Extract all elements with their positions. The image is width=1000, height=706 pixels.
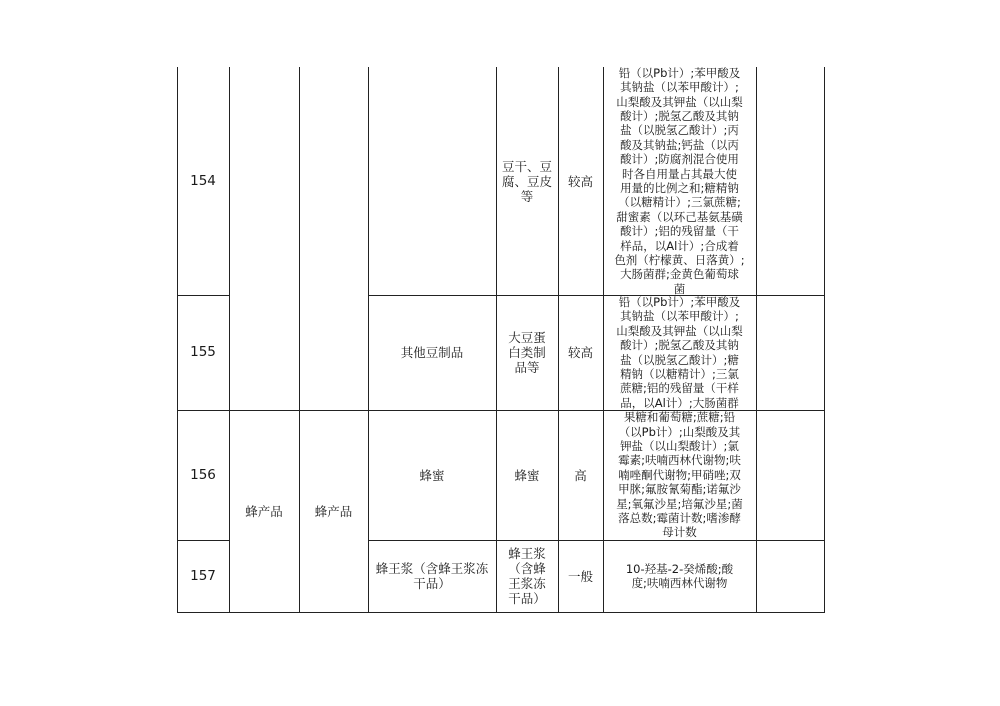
table-rule	[177, 612, 825, 613]
table-rule	[603, 67, 604, 613]
row-number: 154	[190, 172, 216, 189]
table-rule	[177, 410, 825, 411]
row-number: 156	[190, 466, 216, 483]
table-rule	[368, 67, 369, 613]
risk-level: 一般	[567, 568, 593, 584]
table-rule	[177, 540, 229, 541]
product-name: 大豆蛋 白类制 品等	[508, 330, 546, 375]
category-detail: 蜂蜜	[419, 467, 445, 483]
product-name: 蜂王浆 （含蜂 王浆冻 干品）	[508, 546, 546, 606]
product-name: 蜂蜜	[514, 467, 540, 483]
table-rule	[756, 67, 757, 613]
table-rule	[299, 67, 300, 613]
row-number: 157	[190, 567, 216, 584]
table-rule	[368, 540, 825, 541]
table-rule	[558, 67, 559, 613]
row-number: 155	[190, 344, 216, 360]
inspection-items: 铅（以Pb计）;苯甲酸及 其钠盐（以苯甲酸计）; 山梨酸及其钾盐（以山梨 酸计）;脱氢乙酸及其钠 盐（以脱氢乙酸计）;糖 精钠（以糖精计）;三氯 蔗糖;铝的残留量（干样 品，以Al计）;大肠菌群	[616, 294, 743, 410]
category-detail: 蜂王浆（含蜂王浆冻 干品）	[375, 561, 489, 591]
inspection-items: 果糖和葡萄糖;蔗糖;铅 （以Pb计）;山梨酸及其 钾盐（以山梨酸计）;氯 霉素;呋喃西林代谢物;呋 喃唑酮代谢物;甲硝唑;双 甲脒;氟胺氰菊酯;诺氟沙 星;氧氟沙星;培氟沙星;菌 落总数;霉菌计数;嗜渗酵 母计数	[616, 410, 743, 540]
table-rule	[177, 295, 229, 296]
risk-level: 较高	[567, 173, 593, 189]
table-rule	[368, 295, 825, 296]
risk-level: 较高	[567, 345, 593, 360]
inspection-items: 铅（以Pb计）;苯甲酸及 其钠盐（以苯甲酸计）; 山梨酸及其钾盐（以山梨 酸计）;脱氢乙酸及其钠 盐（以脱氢乙酸计）;丙 酸及其钠盐;钙盐（以丙 酸计）;防腐剂混合使用 时各自用量占其最大使 用量的比例之和;糖精钠 （以糖精计）;三氯蔗糖; 甜蜜素（以环己基氨基磺 酸计）;铝的残留量（干 样品，以Al计）;合成着 色剂（柠檬黄、日落黄）; 大肠菌群;金黄色葡萄球 菌	[614, 65, 745, 296]
table-rule	[229, 67, 230, 613]
table-rule	[824, 67, 825, 613]
category-detail: 其他豆制品	[400, 345, 464, 360]
table-rule	[177, 67, 178, 613]
product-name: 豆干、豆 腐、豆皮 等	[501, 158, 552, 204]
inspection-items: 10-羟基-2-癸烯酸;酸 度;呋喃西林代谢物	[625, 561, 734, 590]
food-category: 蜂产品	[245, 503, 283, 519]
food-subcategory: 蜂产品	[314, 503, 353, 519]
table-rule	[496, 67, 497, 613]
risk-level: 高	[574, 467, 587, 483]
